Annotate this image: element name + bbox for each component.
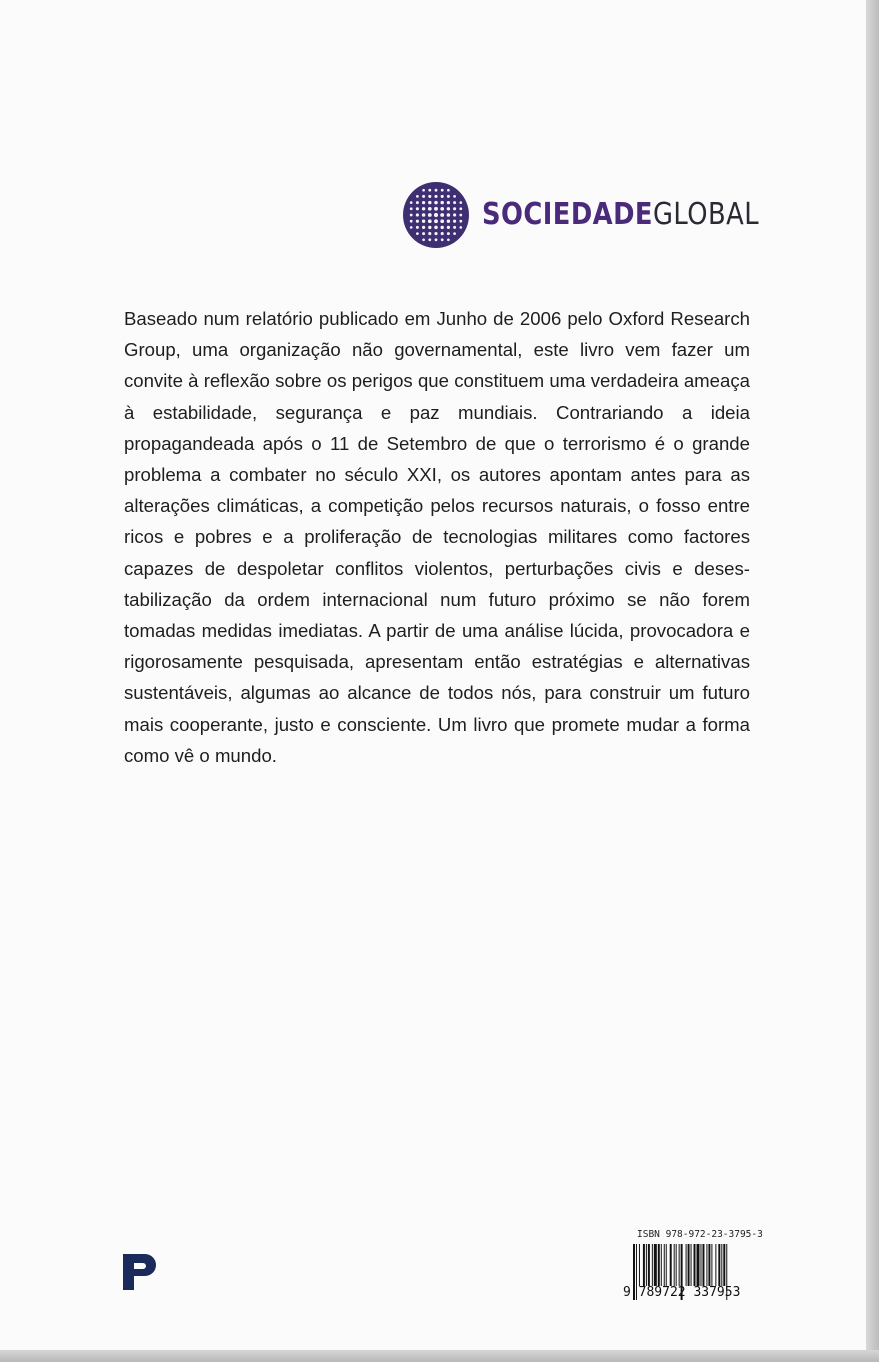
brand-logo [402,180,804,250]
publisher-logo-icon [121,1252,157,1292]
brand-wordmark [482,197,760,232]
isbn-label: ISBN 978-972-23-3795-3 [637,1229,763,1240]
page-edge-right [866,0,879,1362]
ean-number: 9 789722 337953 [623,1285,741,1300]
synopsis-text: Baseado num relatório publicado em Junho de 2006 pelo Oxford Research Group, uma organização não governamental, este livro vem fazer um convite à reflexão sobre os perigos que constituem uma verdadeira ameaça à estabilidade, segurança e paz mundiais. Contrariando a ideia propagandeada após o 11 de Setembro de que o terrorismo é o grande problema a combater no século XXI, os autores apontam antes para as alterações climáticas, a competição pelos recursos naturais, o fosso entre ricos e pobres e a proliferação de tecnologias militares como factores capazes de despoletar conflitos violentos, perturbações civis e desestabilização da ordem internacional num futuro próximo se não forem tomadas medidas imediatas. A partir de uma análise lúcida, provocadora e rigorosamente pesquisada, apresentam então estratégias e alternativas sustentáveis, algumas ao alcance de todos nós, para construir um futuro mais cooperante, justo e consciente. Um livro que promete mudar a forma como vê o mundo. [124,308,750,766]
page-edge-bottom [0,1350,879,1362]
isbn-barcode-block [623,1229,763,1300]
brand-wordmark-light: GLOBAL [652,197,760,232]
globe-icon [402,181,470,249]
brand-wordmark-bold: SOCIEDADE [482,197,653,232]
barcode [623,1244,763,1300]
